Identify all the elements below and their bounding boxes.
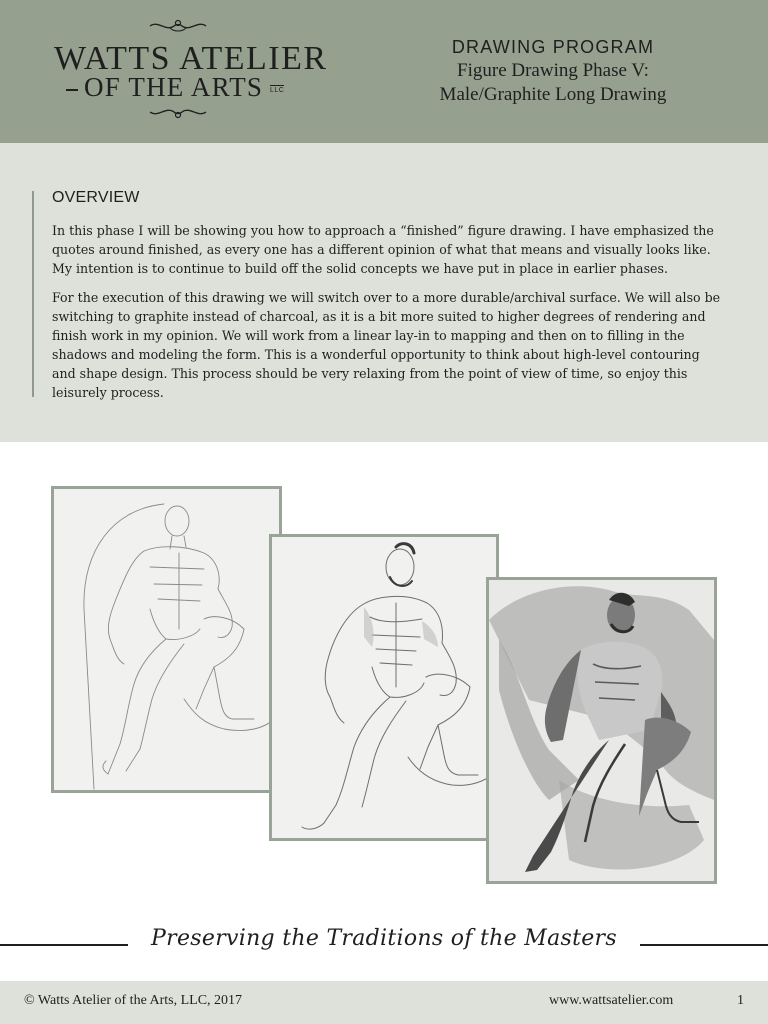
footer-copyright: © Watts Atelier of the Arts, LLC, 2017 [24, 993, 243, 1008]
logo-wordmark-top: WATTS ATELIER [54, 40, 328, 77]
drawing-image-mapping [269, 534, 499, 841]
figure-sketch-mapping [272, 537, 496, 838]
logo-llc: LLC [270, 87, 285, 94]
program-title: DRAWING PROGRAM [451, 37, 655, 57]
figure-sketch-lay-in [54, 489, 279, 790]
phase-title-line1: Figure Drawing Phase V: [457, 60, 649, 81]
overview-section [0, 143, 768, 442]
drawing-image-finished [486, 577, 717, 884]
logo-dash [66, 89, 78, 91]
drawing-image-lay-in [51, 486, 282, 793]
flourish-ornament-icon [148, 104, 208, 120]
footer-page-number: 1 [737, 993, 744, 1008]
tagline: Preserving the Traditions of the Masters [151, 926, 617, 951]
overview-paragraph-1: In this phase I will be showing you how to approach a “finished” figure drawing. I have emphasized the quotes around finished, as every one has a different opinion of what that means and visually looks like. My intention is to continue to build off the solid concepts we have put in place in earlier phases. [52, 223, 714, 276]
figure-rendering-finished [489, 580, 714, 881]
flourish-ornament-icon [148, 18, 208, 34]
page-header [0, 0, 768, 143]
overview-paragraph-2: For the execution of this drawing we will switch over to a more durable/archival surface. We will also be switching to graphite instead of charcoal, as it is a bit more suited to higher degrees of rendering and finish work in my opinion. We will work from a linear lay-in to mapping and then on to filling in the shadows and modeling the form. This is a wonderful opportunity to think about high-level contouring and shape design. This process should be very relaxing from the point of view of time, so enjoy this leisurely process. [52, 290, 721, 400]
overview-title: OVERVIEW [52, 189, 140, 206]
logo-wordmark-bottom-text: OF THE ARTS [84, 72, 264, 102]
tagline-rule-left [0, 944, 128, 946]
tagline-rule-right [640, 944, 768, 946]
overview-accent-bar [32, 191, 34, 397]
logo-wordmark-bottom [66, 72, 263, 103]
phase-title-line2: Male/Graphite Long Drawing [439, 84, 667, 105]
program-heading [398, 35, 708, 107]
footer-website-link[interactable]: www.wattsatelier.com [549, 993, 674, 1008]
page-footer [0, 981, 768, 1024]
